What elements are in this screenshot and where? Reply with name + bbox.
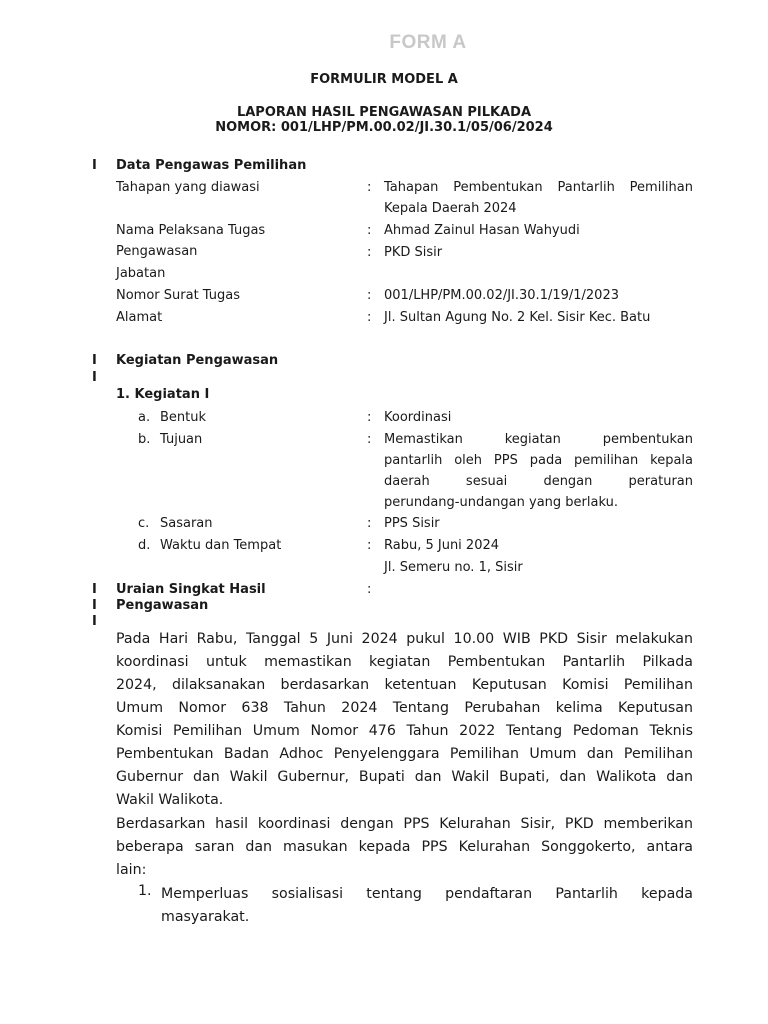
jabatan-label: Jabatan (116, 266, 166, 281)
tahapan-value-line2: Kepala Daerah 2024 (384, 201, 517, 216)
para1-line: Wakil Walikota. (116, 792, 224, 808)
list-item (161, 883, 693, 929)
bentuk-letter: a. (138, 410, 151, 425)
tujuan-value-line3: daerah sesuai dengan peraturan (384, 474, 693, 489)
colon: : (367, 223, 372, 238)
sasaran-label: Sasaran (160, 516, 213, 531)
waktu-label: Waktu dan Tempat (160, 538, 282, 553)
section3-mark-line1: I (92, 582, 97, 597)
para1-line: 2024, dilaksanakan berdasarkan ketentuan Keputusan Komisi Pemilihan (116, 677, 693, 693)
colon: : (367, 582, 372, 597)
tahapan-value (384, 177, 693, 219)
sasaran-letter: c. (138, 516, 150, 531)
para2-line: beberapa saran dan masukan kepada PPS Kelurahan Songgokerto, antara (116, 839, 693, 855)
model-title: FORMULIR MODEL A (310, 72, 458, 87)
nama-value: Ahmad Zainul Hasan Wahyudi (384, 223, 580, 238)
para1-line: koordinasi untuk memastikan kegiatan Pembentukan Pantarlih Pilkada (116, 654, 693, 670)
colon: : (367, 288, 372, 303)
section2-title: Kegiatan Pengawasan (116, 353, 279, 368)
activity-title: 1. Kegiatan I (116, 387, 210, 402)
list-item-number: 1. (138, 883, 152, 899)
para1-line: Pada Hari Rabu, Tanggal 5 Juni 2024 pukul 10.00 WIB PKD Sisir melakukan (116, 631, 693, 647)
colon: : (367, 410, 372, 425)
colon: : (367, 310, 372, 325)
colon: : (367, 432, 372, 447)
summary-paragraph-2 (116, 813, 693, 882)
section3-title-line1: Uraian Singkat Hasil (116, 582, 266, 597)
sasaran-value: PPS Sisir (384, 516, 440, 531)
tahapan-value-line1: Tahapan Pembentukan Pantarlih Pemilihan (384, 180, 693, 195)
bentuk-label: Bentuk (160, 410, 207, 425)
tujuan-value-line1: Memastikan kegiatan pembentukan (384, 432, 693, 447)
nomor-surat-value: 001/LHP/PM.00.02/JI.30.1/19/1/2023 (384, 288, 619, 303)
para1-line: Komisi Pemilihan Umum Nomor 476 Tahun 2022 Tentang Pedoman Teknis (116, 723, 693, 739)
section3-mark-line2: I (92, 598, 97, 613)
colon: : (367, 516, 372, 531)
para2-line: Berdasarkan hasil koordinasi dengan PPS Kelurahan Sisir, PKD memberikan (116, 816, 693, 832)
summary-paragraph-1 (116, 628, 693, 812)
alamat-value: Jl. Sultan Agung No. 2 Kel. Sisir Kec. Batu (384, 310, 651, 325)
waktu-letter: d. (138, 538, 151, 553)
nomor-surat-label: Nomor Surat Tugas (116, 288, 241, 303)
tujuan-value (384, 429, 693, 513)
section2-mark-line1: I (92, 353, 97, 368)
section1-mark: I (92, 158, 97, 173)
para1-line: Gubernur dan Wakil Gubernur, Bupati dan Wakil Bupati, dan Walikota dan (116, 769, 693, 785)
form-label: FORM A (389, 32, 467, 53)
section3-mark-line3: I (92, 614, 97, 629)
bentuk-value: Koordinasi (384, 410, 452, 425)
tujuan-letter: b. (138, 432, 151, 447)
tujuan-value-line4: perundang-undangan yang berlaku. (384, 495, 618, 510)
report-title: LAPORAN HASIL PENGAWASAN PILKADA (236, 105, 532, 120)
colon: : (367, 180, 372, 195)
list-item-line: masyarakat. (161, 909, 250, 925)
section3-title-line2: Pengawasan (116, 598, 209, 613)
section1-title: Data Pengawas Pemilihan (116, 158, 307, 173)
para1-line: Umum Nomor 638 Tahun 2024 Tentang Perubahan kelima Keputusan (116, 700, 693, 716)
jabatan-value: PKD Sisir (384, 245, 443, 260)
tujuan-label: Tujuan (160, 432, 203, 447)
para1-line: Pembentukan Badan Adhoc Penyelenggara Pemilihan Umum dan Pemilihan (116, 746, 693, 762)
colon: : (367, 245, 372, 260)
report-number: NOMOR: 001/LHP/PM.00.02/JI.30.1/05/06/2024 (215, 120, 553, 135)
nama-label-line2: Pengawasan (116, 244, 198, 259)
nama-label-line1: Nama Pelaksana Tugas (116, 223, 266, 238)
list-item-line: Memperluas sosialisasi tentang pendaftaran Pantarlih kepada (161, 886, 693, 902)
alamat-label: Alamat (116, 310, 163, 325)
waktu-value-line2: Jl. Semeru no. 1, Sisir (384, 560, 523, 575)
para2-line: lain: (116, 862, 147, 878)
tahapan-label: Tahapan yang diawasi (116, 180, 260, 195)
section2-mark-line2: I (92, 370, 97, 385)
colon: : (367, 538, 372, 553)
tujuan-value-line2: pantarlih oleh PPS pada pemilihan kepala (384, 453, 693, 468)
waktu-value-line1: Rabu, 5 Juni 2024 (384, 538, 500, 553)
